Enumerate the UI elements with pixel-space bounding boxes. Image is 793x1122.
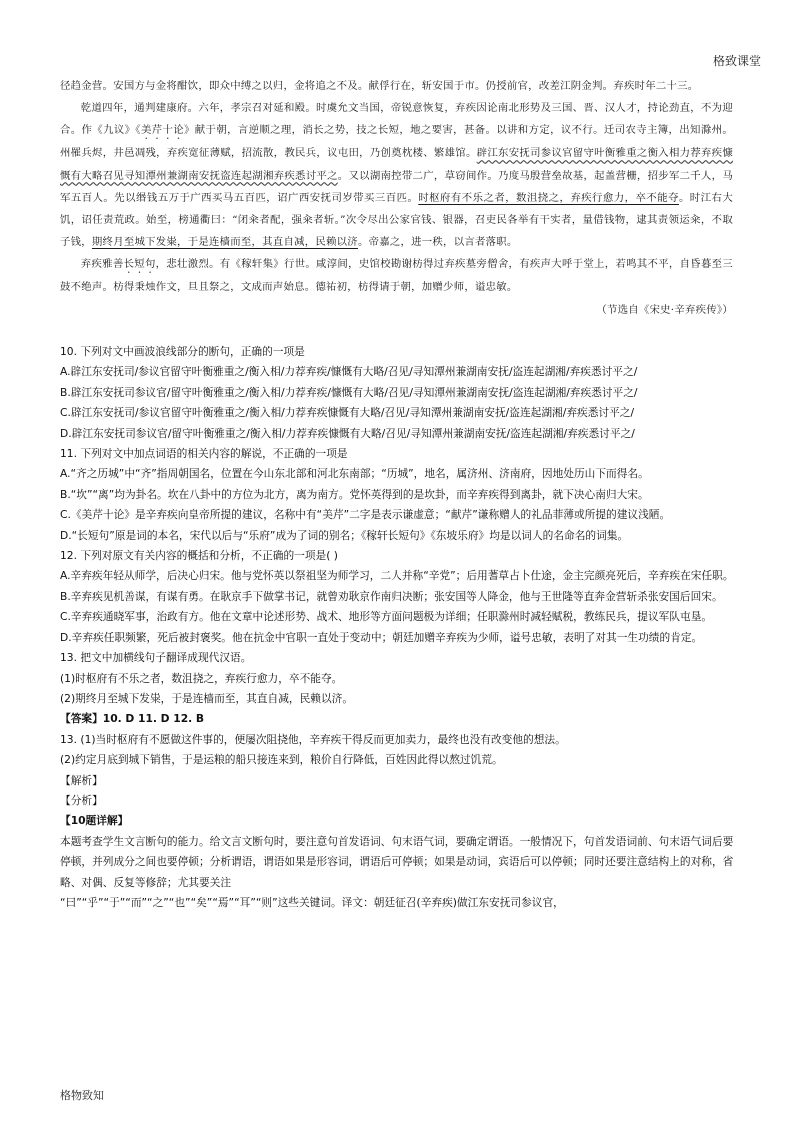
answer-label: 【答案】 bbox=[60, 712, 103, 726]
question-10-option-b: B.辟江东安抚司参议官/留守叶衡雅重之/衡入相/力荐弃疾/慷慨有大略/召见/寻知潭州兼湖南安抚/盗连起湖湘/弃疾悉讨平之/ bbox=[60, 385, 638, 399]
passage-text: 》献于朝，言逆顺之理，消长之势，技之长短，地之要害，甚备。以讲和方定，议不行。迁司农寺主簿，出知滁州。州罹兵烬，井邑凋残，弃疾宽征薄赋，招流散，教民兵，议屯田，乃创奠枕楼、繁雄馆。 bbox=[60, 124, 733, 160]
passage-text: 弃疾雅善 bbox=[80, 258, 124, 271]
question-12-stem: 12. 下列对原文有关内容的概括和分析，不正确的一项是( ) bbox=[60, 549, 338, 563]
footer-brand: 格物致知 bbox=[60, 1089, 104, 1102]
passage-text: 。又以湖南控带二广，草窃间作。乃度马殷营垒故基，起盖营栅，招步军二千人，马军五百人。先以缗钱五万于广西买马五百匹，诏广西安抚司岁带买三百匹。 bbox=[60, 169, 733, 204]
question-11-option-a: A.“齐之历城”中“齐”指周朝国名，位置在今山东北部和河北东南部；“历城”，地名，属济州、济南府，因地处历山下而得名。 bbox=[60, 467, 649, 481]
question-10-option-c: C.辟江东安抚司/参议官留守叶衡雅重之/衡入相/力荐弃疾慷慨有大略/召见/寻知潭州兼湖南安抚/盗连起湖湘/弃疾悉讨平之/ bbox=[60, 406, 635, 420]
fenxi-label: 【分析】 bbox=[60, 793, 103, 807]
passage-text: 。时江右大饥，诏任责荒政。始至，榜通衢曰：“闭籴者配，强籴者斩。”次令尽出公家官钱、银器，召吏民各举有干实者，量借钱物，逮其责领运籴，不取子钱， bbox=[60, 191, 734, 249]
dotted-term: 美芹十论 bbox=[140, 124, 185, 137]
passage-text: ，悲壮激烈。有《稼轩集》行世。咸淳间，史馆校勘谢枋得过弃疾墓旁僧舍，有疾声大呼于堂上，若鸣其不平，自昏暮至三鼓不绝声。枋得秉烛作文，旦且祭之，文成而声始息。德祐初，枋得请于朝，加赠少师，谥忠敏。 bbox=[60, 258, 734, 294]
question-12-option-c: C.辛弃疾通晓军事，治政有方。他在文章中论述形势、战术、地形等方面问题极为详细；任职滁州时减轻赋税，教练民兵，提议军队屯垦。 bbox=[60, 610, 713, 624]
question-10-option-d: D.辟江东安抚司参议官/留守叶衡雅重之/衡入相/力荐弃疾慷慨有大略/召见/寻知潭州兼湖南安抚/盗连起湖湘/弃疾悉讨平之/ bbox=[60, 426, 635, 440]
passage-paragraph-2 bbox=[60, 97, 733, 253]
question-11-option-b: B.“坎”“离”均为卦名。坎在八卦中的方位为北方，离为南方。党怀英得到的是坎卦，而辛弃疾得到离卦，就下决心南归大宋。 bbox=[60, 487, 649, 501]
passage-text: 。帝嘉之，进一秩，以言者落职。 bbox=[357, 236, 518, 249]
question-13-stem: 13. 把文中加横线句子翻译成现代汉语。 bbox=[60, 651, 252, 665]
question-13-item-2: (2)期终月至城下发粜，于是连樯而至，其直自减，民赖以济。 bbox=[60, 691, 354, 705]
question-12-option-a: A.辛弃疾年轻从师学，后决心归宋。他与党怀英以祭祖坚为师学习，二人并称“辛党”；后用蓍草占卜仕途，金主完颜亮死后，辛弃疾在宋任职。 bbox=[60, 569, 734, 583]
underlined-sentence-1: 时枢府有不乐之者，数沮挠之，弃疾行愈力，卒不能夺 bbox=[418, 191, 679, 204]
question-11-stem: 11. 下列对文中加点词语的相关内容的解说，不正确的一项是 bbox=[60, 447, 348, 461]
question-11-option-d: D.“长短句”原是词的本名，宋代以后与“乐府”成为了词的别名；《稼轩长短句》《东坡乐府》均是以词人的名命名的词集。 bbox=[60, 528, 629, 542]
question-10-option-a: A.辟江东安抚司/参议官留守叶衡雅重之/衡入相/力荐弃疾/慷慨有大略/召见/寻知潭州兼湖南安抚/盗连起湖湘/弃疾悉讨平之/ bbox=[60, 365, 638, 379]
wavy-underlined-sentence: 辟江东安抚司参议官留守叶衡雅重之衡入相力荐弃疾慷慨有大略召见寻知潭州兼湖南安抚盗连起湖湘弃疾悉讨平之 bbox=[60, 147, 734, 182]
detail-10-text-2: “曰”“乎”“于”“而”“之”“也”“矣”“焉”“耳”“则”这些关键词。译文：朝廷征召(辛弃疾)做江东安抚司参议官， bbox=[60, 895, 564, 909]
header-brand: 格致课堂 bbox=[712, 54, 761, 68]
answer-line bbox=[60, 709, 735, 729]
answer-translation-1: 13. (1)当时枢府有不愿做这件事的，便屡次阻挠他，辛弃疾干得反而更加卖力，最终也没有改变他的想法。 bbox=[60, 732, 566, 746]
passage-text: 乾道四年，通判建康府。六年，孝宗召对延和殿。时虞允文当国，帝锐意恢复，弃疾因论南北形势及三国、晋、汉人才，持论劲直，不为迎合。作《九议》《 bbox=[60, 102, 733, 137]
question-12-option-b: B.辛弃疾见机善谋，有谋有勇。在耿京手下做掌书记，就曾劝耿京作南归决断；张安国等人降金，他与王世隆等直奔金营斩杀张安国后回宋。 bbox=[60, 589, 723, 603]
analysis-label: 【解析】 bbox=[60, 773, 103, 787]
dotted-term: 长短句 bbox=[123, 258, 156, 271]
answer-choices: 10. D 11. D 12. B bbox=[102, 712, 205, 726]
passage-paragraph-1: 径趋金营。安国方与金将酣饮，即众中缚之以归，金将追之不及。献俘行在，斩安国于市。仍授前官，改差江阴金判。弃疾时年二十三。 bbox=[60, 80, 699, 92]
detail-10-text-1: 本题考查学生文言断句的能力。给文言文断句时，要注意句首发语词、句末语气词，要确定谓语。一般情况下，句首发语词前、句末语气词后要停顿，并列成分之间也要停顿；分析谓语，谓语如果是形容词，谓语后可停顿；如果是动词，宾语后可以停顿；同时还要注意结构上的对称，省略、对偶、反复等修辞；尤其要关注 bbox=[60, 834, 734, 889]
detail-10-label: 【10题详解】 bbox=[60, 814, 129, 828]
question-10-stem: 10. 下列对文中画波浪线部分的断句，正确的一项是 bbox=[60, 345, 305, 358]
questions bbox=[60, 342, 735, 913]
source-note: （节选自《宋史·辛弃疾传》） bbox=[596, 303, 733, 316]
passage bbox=[60, 75, 733, 321]
question-13-item-1: (1)时枢府有不乐之者，数沮挠之，弃疾行愈力，卒不能夺。 bbox=[60, 671, 343, 685]
question-11-option-c: C.《美芹十论》是辛弃疾向皇帝所提的建议，名称中有“美芹”二字是表示谦虚意；“献芹”谦称赠人的礼品菲薄或所提的建议浅陋。 bbox=[60, 508, 671, 522]
underlined-sentence-2: 期终月至城下发粜，于是连樯而至，其直自减，民赖以济 bbox=[91, 236, 358, 249]
passage-paragraph-3 bbox=[60, 253, 733, 298]
answer-translation-2: (2)约定月底到城下销售，于是运粮的船只接连来到，粮价自行降低，百姓因此得以熬过饥荒。 bbox=[60, 753, 503, 767]
question-12-option-d: D.辛弃疾任职频繁，死后被封褒奖。他在抗金中官职一直处于变动中；朝廷加赠辛弃疾为少师，谥号忠敏，表明了对其一生功绩的肯定。 bbox=[60, 630, 703, 644]
